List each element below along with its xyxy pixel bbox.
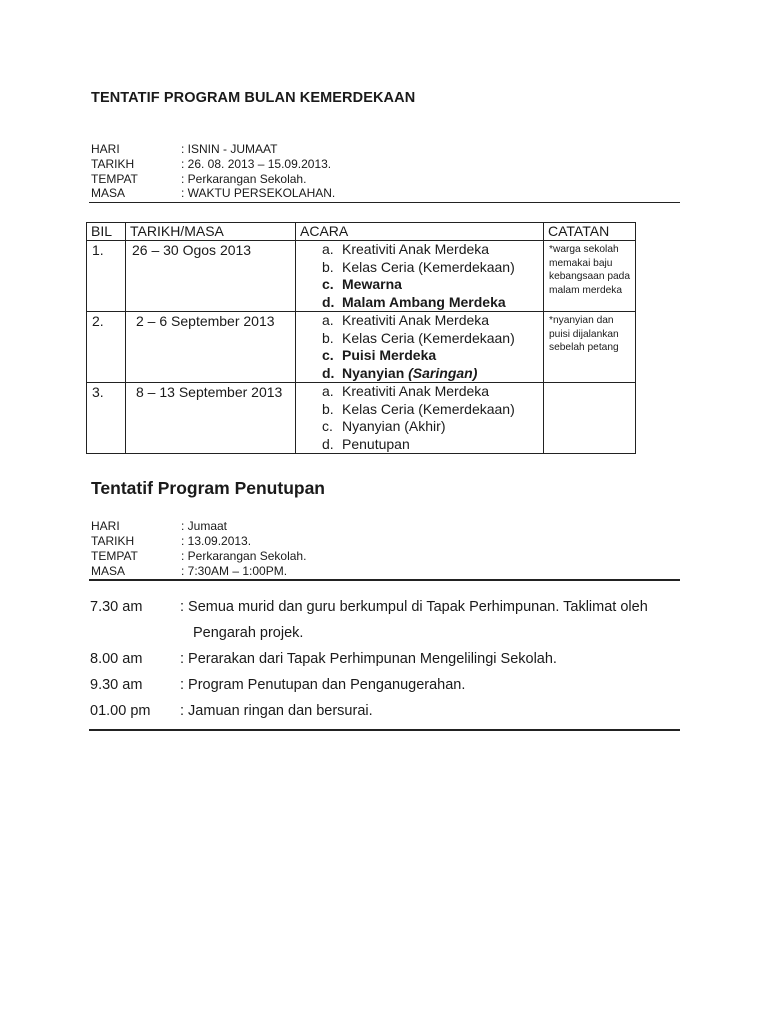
item-letter: b.: [322, 258, 334, 275]
acara-item: [322, 276, 543, 294]
schedule-desc-cont: Pengarah projek.: [193, 625, 304, 641]
info-value: : Perkarangan Sekolah.: [181, 549, 307, 563]
info-row-tempat: [91, 549, 491, 564]
info-value: : 13.09.2013.: [181, 534, 252, 548]
item-letter: a.: [322, 241, 334, 257]
header-tarikh-masa: TARIKH/MASA: [126, 223, 296, 241]
info-value: : 26. 08. 2013 – 15.09.2013.: [181, 157, 332, 171]
table-row: [87, 241, 636, 312]
info-label: MASA: [91, 564, 126, 578]
info-label: MASA: [91, 186, 126, 200]
info-row-tarikh: [91, 157, 491, 172]
table-row: [87, 383, 636, 454]
header-bil: BIL: [87, 223, 126, 241]
info-value: : ISNIN - JUMAAT: [181, 142, 278, 156]
row-bil: 2.: [87, 312, 126, 383]
schedule-time: 7.30 am: [90, 599, 143, 615]
info-row-masa: [91, 186, 491, 201]
item-text: Kreativiti Anak Merdeka: [342, 383, 490, 399]
schedule-desc: : Program Penutupan dan Penganugerahan.: [180, 677, 466, 693]
closing-title: Tentatif Program Penutupan: [91, 478, 325, 498]
row-date: 26 – 30 Ogos 2013: [126, 241, 296, 312]
program-table: [86, 222, 636, 454]
header-acara: ACARA: [296, 223, 544, 241]
acara-item: [322, 383, 543, 401]
item-text: Kreativiti Anak Merdeka: [342, 241, 490, 257]
acara-item: [322, 436, 543, 454]
row-bil: 3.: [87, 383, 126, 454]
item-letter: c.: [322, 276, 334, 292]
row-acara: [296, 312, 544, 383]
info-label: HARI: [91, 519, 120, 533]
acara-item: [322, 330, 543, 348]
info-value: : WAKTU PERSEKOLAHAN.: [181, 186, 336, 200]
schedule-desc: : Semua murid dan guru berkumpul di Tapak Perhimpunan. Taklimat oleh: [180, 599, 648, 615]
row-date: 2 – 6 September 2013: [126, 312, 296, 383]
table-row: [87, 312, 636, 383]
info-row-hari: [91, 142, 491, 157]
info-row-tempat: [91, 172, 491, 187]
item-letter: c.: [322, 347, 334, 363]
item-text: Kelas Ceria (Kemerdekaan): [342, 329, 515, 346]
row-acara: [296, 383, 544, 454]
row-note: *warga sekolah memakai baju kebangsaan pada malam merdeka: [544, 241, 636, 312]
item-text: Malam Ambang Merdeka: [342, 293, 506, 310]
acara-item: [322, 241, 543, 259]
acara-item: [322, 259, 543, 277]
divider: [89, 729, 680, 731]
row-date: 8 – 13 September 2013: [126, 383, 296, 454]
info-label: TARIKH: [91, 157, 135, 171]
program-title: TENTATIF PROGRAM BULAN KEMERDEKAAN: [91, 90, 416, 106]
table-header-row: [87, 223, 636, 241]
item-text: Penutupan: [342, 435, 410, 452]
schedule-time: 01.00 pm: [90, 703, 151, 719]
divider: [89, 202, 680, 203]
item-text: Mewarna: [342, 276, 402, 292]
item-letter: d.: [322, 293, 335, 310]
acara-item: [322, 294, 543, 312]
schedule-time: 9.30 am: [90, 677, 143, 693]
info-row-masa: [91, 564, 491, 579]
item-extra: (Saringan): [408, 364, 478, 381]
acara-item: [322, 365, 543, 383]
item-letter: a.: [322, 312, 334, 328]
info-row-hari: [91, 519, 491, 534]
item-letter: b.: [322, 329, 334, 346]
item-text: Puisi Merdeka: [342, 347, 437, 363]
row-acara: [296, 241, 544, 312]
item-text: Kelas Ceria (Kemerdekaan): [342, 258, 515, 275]
row-note: [544, 383, 636, 454]
info-label: TARIKH: [91, 534, 135, 548]
item-letter: a.: [322, 383, 334, 399]
schedule-desc: : Jamuan ringan dan bersurai.: [180, 703, 373, 719]
divider: [89, 579, 680, 581]
header-catatan: CATATAN: [544, 223, 636, 241]
item-text: Nyanyian (Akhir): [342, 418, 446, 434]
acara-item: [322, 312, 543, 330]
acara-item: [322, 347, 543, 365]
acara-item: [322, 418, 543, 436]
item-text: Nyanyian: [342, 364, 405, 381]
info-label: TEMPAT: [91, 549, 138, 563]
info-value: : Jumaat: [181, 519, 228, 533]
info-value: : 7:30AM – 1:00PM.: [181, 564, 288, 578]
info-label: HARI: [91, 142, 120, 156]
item-letter: d.: [322, 364, 335, 381]
info-value: : Perkarangan Sekolah.: [181, 172, 307, 186]
item-letter: c.: [322, 418, 333, 434]
acara-item: [322, 401, 543, 419]
item-text: Kreativiti Anak Merdeka: [342, 312, 490, 328]
item-text: Kelas Ceria (Kemerdekaan): [342, 400, 515, 417]
schedule-time: 8.00 am: [90, 651, 143, 667]
row-note: *nyanyian dan puisi dijalankan sebelah petang: [544, 312, 636, 383]
info-label: TEMPAT: [91, 172, 138, 186]
row-bil: 1.: [87, 241, 126, 312]
schedule-desc: : Perarakan dari Tapak Perhimpunan Mengelilingi Sekolah.: [180, 651, 557, 667]
item-letter: d.: [322, 435, 334, 452]
info-row-tarikh: [91, 534, 491, 549]
item-letter: b.: [322, 400, 334, 417]
